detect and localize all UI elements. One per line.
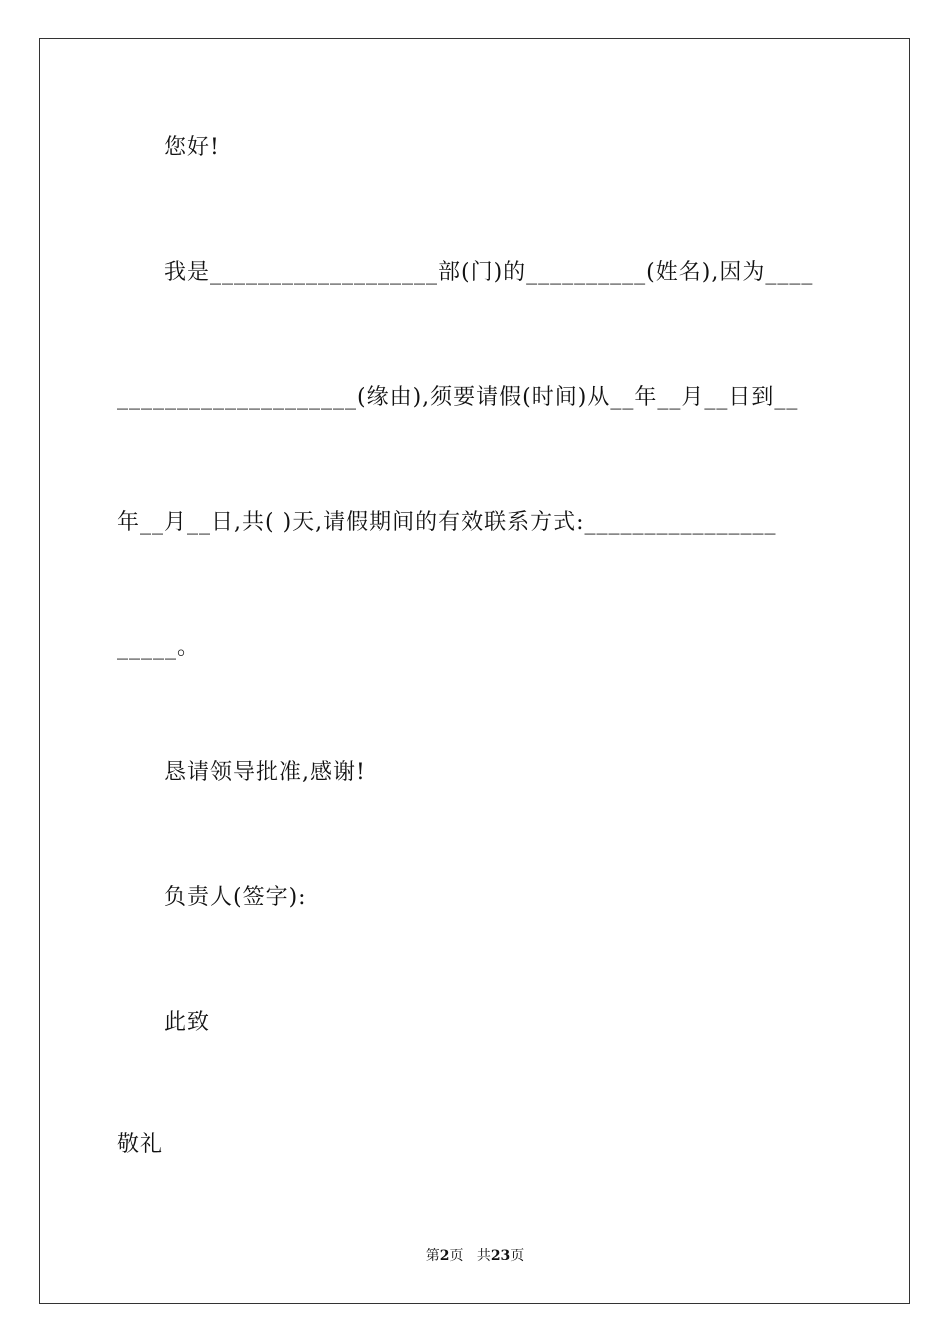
page-frame [39, 38, 910, 1304]
footer-total-prefix: 共 [476, 1248, 491, 1264]
signature-line: 负责人(签字): [164, 885, 307, 910]
page-footer [0, 1246, 950, 1266]
closing-line-1: 此致 [164, 1010, 211, 1035]
paragraph-line-3: 年__月__日,共( )天,请假期间的有效联系方式:________________ [117, 510, 777, 535]
request-line: 恳请领导批准,感谢! [164, 760, 366, 785]
closing-line-2: 敬礼 [117, 1132, 164, 1157]
paragraph-line-2: ____________________(缘由),须要请假(时间)从__年__月__日到__ [117, 385, 799, 410]
footer-page-number: 2 [439, 1248, 450, 1264]
footer-total-suffix: 页 [510, 1248, 525, 1264]
greeting: 您好! [164, 135, 220, 160]
paragraph-line-4: _____。 [117, 635, 201, 660]
footer-total-pages: 23 [490, 1248, 511, 1264]
footer-page-suffix: 页 [449, 1248, 464, 1264]
footer-page-prefix: 第 [425, 1248, 440, 1264]
paragraph-line-1: 我是___________________部(门)的__________(姓名),因为____ [164, 260, 814, 285]
